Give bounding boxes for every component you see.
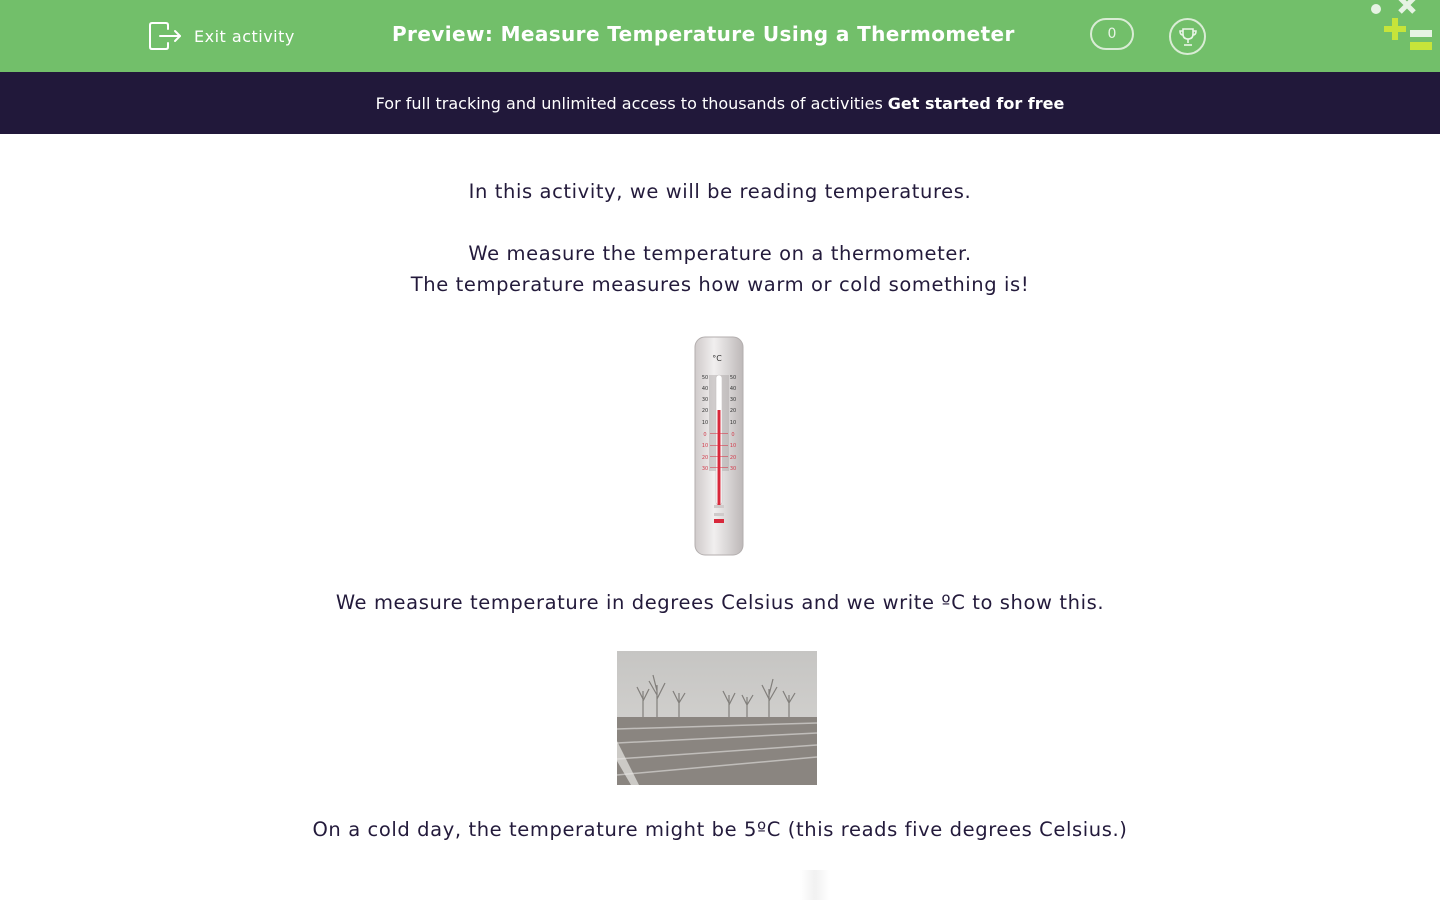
top-bar	[0, 0, 1440, 72]
logo-icon	[1366, 0, 1440, 60]
thermometer-image	[693, 335, 745, 557]
exit-icon	[148, 21, 182, 51]
scale-label-right: 50	[729, 375, 737, 381]
get-started-link[interactable]: Get started for free	[887, 93, 1065, 113]
cold-day-text: On a cold day, the temperature might be 5ºC (this reads five degrees Celsius.)	[312, 818, 1128, 841]
score-badge: 0	[1090, 18, 1134, 50]
scale-label-left: 50	[701, 375, 709, 381]
exit-activity-label: Exit activity	[194, 26, 295, 46]
trophy-icon	[1177, 26, 1199, 48]
next-image-partial	[800, 870, 830, 900]
scale-label-left: 20	[701, 455, 709, 461]
scale-label-left: 10	[701, 420, 709, 426]
exit-activity-button[interactable]	[148, 20, 295, 52]
scale-label-left: 10	[701, 443, 709, 449]
scale-label-right: 20	[729, 455, 737, 461]
scale-label-right: 30	[729, 397, 737, 403]
scale-label-left: 0	[703, 432, 707, 438]
scale-label-right: 30	[729, 466, 737, 472]
scale-label-left: 20	[701, 408, 709, 414]
scale-label-right: 0	[731, 432, 735, 438]
signup-banner	[0, 72, 1440, 134]
temperature-definition-text: The temperature measures how warm or cold something is!	[410, 273, 1030, 296]
thermometer-unit: °C	[712, 354, 722, 363]
scale-label-right: 40	[729, 386, 737, 392]
scale-label-left: 30	[701, 397, 709, 403]
scale-label-left: 40	[701, 386, 709, 392]
banner-text: For full tracking and unlimited access to thousands of activities	[375, 93, 883, 113]
scale-label-right: 20	[729, 408, 737, 414]
intro-text: In this activity, we will be reading temperatures.	[468, 180, 972, 203]
page-title: Preview: Measure Temperature Using a Thermometer	[392, 22, 1015, 46]
scale-label-right: 10	[729, 420, 737, 426]
scale-label-right: 10	[729, 443, 737, 449]
scale-label-left: 30	[701, 466, 709, 472]
trophy-button[interactable]	[1169, 18, 1206, 55]
cold-field-image	[617, 651, 817, 785]
celsius-text: We measure temperature in degrees Celsius and we write ºC to show this.	[335, 591, 1105, 614]
thermometer-text: We measure the temperature on a thermometer.	[468, 242, 972, 265]
